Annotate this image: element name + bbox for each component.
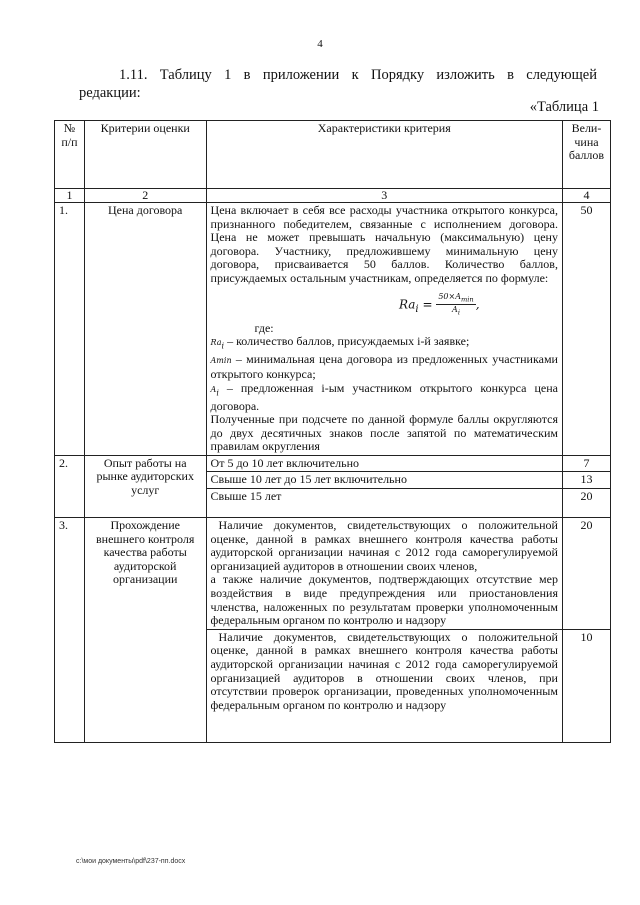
rounding-text: Полученные при подсчете по данной формуле баллы округляются до двух десятичных знаков после запятой по математическим правилам округления [210, 412, 558, 454]
criterion-description [206, 203, 562, 456]
criteria-table [54, 120, 611, 743]
row-number: 1. [55, 203, 85, 456]
price-formula [211, 286, 558, 322]
sub-criterion-part-1: Наличие документов, свидетельствующих о положительной оценке, данной в рамках внешнего контроля качества работы аудиторской организации начиная с 2012 года саморегулируемой организацией аудиторов в отношении своих членов, [210, 518, 558, 573]
table-header-row [55, 121, 611, 189]
points-value: 50 [562, 203, 610, 456]
where-label: где: [254, 320, 274, 335]
formula-lhs-sub: i [415, 303, 419, 315]
col-number-2: 2 [84, 189, 206, 203]
points-value: 20 [562, 489, 610, 518]
sub-criterion-part-2: а также наличие документов, подтверждающих отсутствие мер воздействия в виде предупреждения или приостановления членства, наложенных по результатам проверки уполномоченным федеральным органом по контролю и надзору [210, 572, 558, 628]
formula-equals: = [418, 297, 437, 312]
table-row [55, 518, 611, 630]
intro-line-2: редакции: [79, 85, 141, 101]
formula-numerator: $50\times A_{min}$ [438, 291, 474, 304]
header-points: Вели-чина баллов [562, 121, 610, 189]
col-number-4: 4 [562, 189, 610, 203]
footer-file-path: c:\мои документы\pdf\237-пп.docx [76, 858, 186, 865]
points-value: 13 [562, 472, 610, 489]
criterion-name: Опыт работы на рынке аудиторских услуг [84, 455, 206, 517]
column-number-row [55, 189, 611, 203]
header-criteria: Критерии оценки [84, 121, 206, 189]
sub-criterion: Свыше 10 лет до 15 лет включительно [206, 472, 562, 489]
table-row [55, 203, 611, 456]
points-value: 10 [562, 629, 610, 742]
header-num: № п/п [55, 121, 85, 189]
col-number-1: 1 [55, 189, 85, 203]
page-number: 4 [317, 38, 323, 50]
definition-ra: $Ra_i$ – количество баллов, присуждаемых i-й заявке; [210, 334, 470, 351]
col-number-3: 3 [206, 189, 562, 203]
formula-denominator: $A_i$ [452, 305, 460, 317]
points-value: 20 [562, 518, 610, 630]
sub-criterion: От 5 до 10 лет включительно [206, 455, 562, 472]
sub-criterion: Наличие документов, свидетельствующих о положительной оценке, данной в рамках внешнего контроля качества работы аудиторской организации начиная с 2012 года саморегулируемой организацией аудиторов в отношении своих членов, при отсутствии проверок организации, проведенных уполномоченным федеральным органом по контролю и надзору [206, 629, 562, 742]
table-caption: «Таблица 1 [529, 99, 599, 115]
points-value: 7 [562, 455, 610, 472]
intro-line-1: 1.11. Таблицу 1 в приложении к Порядку изложить в следующей [119, 67, 597, 83]
formula-comma: , [475, 297, 480, 312]
sub-criterion: Свыше 15 лет [206, 489, 562, 518]
header-characteristics: Характеристики критерия [206, 121, 562, 189]
sub-criterion [206, 518, 562, 630]
row-number: 3. [55, 518, 85, 743]
table-row [55, 455, 611, 472]
criterion-name: Цена договора [84, 203, 206, 456]
price-intro-text: Цена включает в себя все расходы участника открытого конкурса, признанного победителем, связанные с исполнением договора. Цена не может превышать начальную (максимальную) цену договора. Участнику, предложившему минимальную цену договора, присваивается 50 баллов. Количество баллов, присуждаемых остальным участникам, определяется по формуле: [210, 203, 558, 285]
formula-lhs: Ra [398, 297, 416, 312]
row-number: 2. [55, 455, 85, 517]
criterion-name: Прохождение внешнего контроля качества работы аудиторской организации [84, 518, 206, 743]
definition-ai: $A_i$ – предложенная i-ым участником открытого конкурса цена договора. [210, 380, 558, 413]
definition-amin: Amin – минимальная цена договора из предложенных участниками открытого конкурса; [210, 352, 558, 381]
formula-fraction [436, 292, 475, 318]
